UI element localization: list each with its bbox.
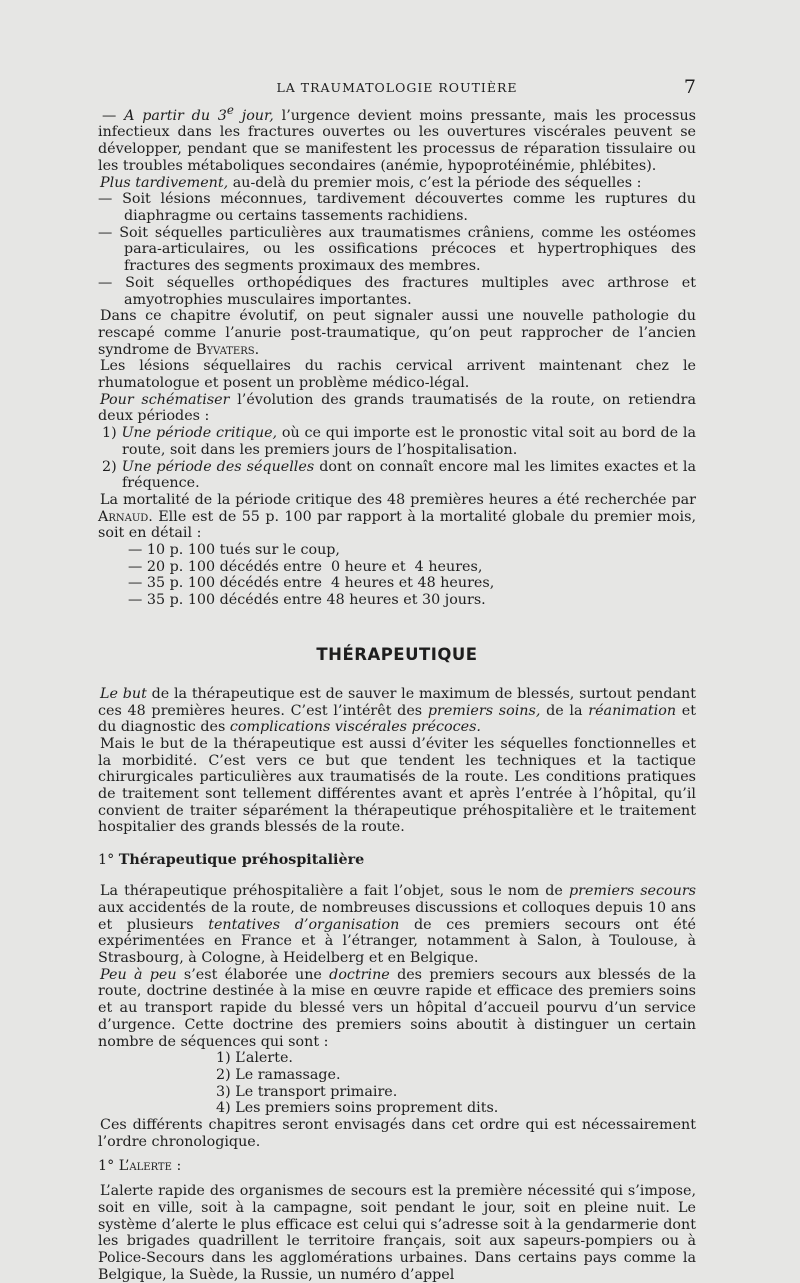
stat-line: — 20 p. 100 décédés entre 0 heure et 4 heures, [128, 558, 483, 575]
subsection-alert-title [98, 1158, 696, 1175]
stat-line: — 35 p. 100 décédés entre 48 heures et 30 jours. [128, 592, 486, 609]
paragraph-chapters: Ces différents chapitres seront envisagés dans cet ordre qui est nécessairement l’ordre chronologique. [98, 1117, 696, 1150]
subsection-label: Thérapeutique préhospitalière [118, 852, 365, 869]
item-number: 2) [102, 458, 122, 475]
emphasis: Une période critique, [121, 425, 278, 442]
paragraph-text: des premiers secours aux blessés de la route, doctrine destinée à la mise en œuvre rapide et efficace des premiers soins et au transport rapide du blessé vers un hôpital d’accueil pourvu d’un service d’urgence. Cette doctrine des premiers soins aboutit à distinguer un certain nombre de séquences qui sont : [98, 966, 696, 1050]
paragraph-text: dont on connaît encore mal les limites exactes et la fréquence. [122, 458, 696, 492]
paragraph-goal [98, 686, 696, 736]
paragraph-mortality [98, 492, 696, 542]
paragraph-goal-two: Mais le but de la thérapeutique est aussi d’éviter les séquelles fonctionnelles et la morbidité. C’est vers ce but que tendent les techniques et la tactique chirurgicales particulières aux traumatisés de la route. Les conditions pratiques de traitement sont tellement différentes avant et après l’entrée à l’hôpital, qu’il convient de traiter séparément la thérapeutique préhospitalière et le traitement hospitalier des grands blessés de la route. [98, 735, 696, 836]
paragraph-third-day [98, 102, 696, 175]
spacer [98, 609, 696, 645]
sequel-item: — Soit séquelles particulières aux traumatismes crâniens, comme les ostéomes para-articulaires, ou les ossifications précoces et hypertrophiques des fractures des segments proximaux des membres. [98, 224, 696, 275]
paragraph-text: s’est élaborée une [176, 966, 330, 983]
paragraph-cervical: Les lésions séquellaires du rachis cervical arrivent maintenant chez le rhumatologue et posent un problème médico-légal. [98, 358, 696, 392]
emphasis: tentatives d’organisation [208, 916, 400, 933]
emphasis: complications viscérales précoces. [229, 719, 481, 736]
paragraph-text: où ce qui importe est le pronostic vital soit au bord de la route, soit dans les premiers jours de l’hospitalisation. [122, 425, 697, 458]
paragraph-text: de la thérapeutique est de sauver le maximum de blessés, surtout pendant ces 48 premières heures. C’est l’intérêt des [98, 685, 697, 719]
subsection-title [98, 852, 696, 869]
paragraph-text: . [254, 341, 260, 358]
paragraph-text: de ces premiers secours ont été expérimentées en France et à l’étranger, notamment à Salon, à Toulouse, à Strasbourg, à Cologne, à Heidelberg et en Belgique. [98, 916, 696, 966]
emphasis: doctrine [329, 966, 390, 983]
emphasis: premiers secours [568, 883, 697, 900]
page-header [98, 76, 696, 98]
spacer [98, 664, 696, 686]
spacer [98, 1175, 696, 1183]
paragraph-alert: L’alerte rapide des organismes de secours est la première nécessité qui s’impose, soit en ville, soit à la campagne, soit pendant le jour, soit en pleine nuit. Le système d’alerte le plus efficace est celui qui s’adresse soit à la gendarmerie dont les brigades quadrillent le territoire français, soit aux sapeurs-pompiers ou à Police-Secours dans les agglomérations urbaines. Dans certains pays comme la Belgique, la Suède, la Russie, un numéro d’appel [98, 1183, 696, 1283]
period-item [98, 459, 696, 492]
paragraph-text: au-delà du premier mois, c’est la période des séquelles : [228, 174, 642, 191]
paragraph-text: aux accidentés de la route, de nombreuses discussions et colloques depuis 10 ans et plusieurs [98, 899, 696, 933]
dash: — [102, 107, 125, 124]
paragraph-prehospital [98, 883, 696, 967]
subsection-number: 1° [98, 1158, 119, 1175]
emphasis: Une période des séquelles [121, 458, 315, 475]
paragraph-text: et du diagnostic des [98, 702, 696, 736]
stat-line: — 35 p. 100 décédés entre 4 heures et 48 heures, [128, 575, 495, 592]
author-name: Arnaud [98, 508, 149, 525]
sequel-item: — Soit lésions méconnues, tardivement découvertes comme les ruptures du diaphragme ou certains tassements rachidiens. [98, 191, 696, 224]
emphasis: Peu à peu [100, 966, 177, 983]
sequel-item: — Soit séquelles orthopédiques des fractures multiples avec arthrose et amyotrophies musculaires importantes. [98, 274, 696, 308]
running-title: LA TRAUMATOLOGIE ROUTIÈRE [276, 80, 518, 95]
emphasis: Plus tardivement, [100, 174, 229, 191]
spacer [98, 869, 696, 883]
section-title: THÉRAPEUTIQUE [316, 644, 478, 664]
paragraph-text: La mortalité de la période critique des 48 premières heures a été recherchée par [100, 491, 696, 508]
stat-line: — 10 p. 100 tués sur le coup, [128, 542, 340, 559]
emphasis: Pour schématiser [100, 391, 230, 408]
sequence-step: 2) Le ramassage. [216, 1066, 341, 1083]
item-number: 1) [102, 425, 122, 442]
paragraph-new-pathology [98, 308, 696, 358]
subsection-label: L’alerte [118, 1158, 172, 1175]
paragraph-text: de la [540, 702, 589, 719]
sequence-step: 1) L’alerte. [216, 1050, 293, 1067]
paragraph-text: La thérapeutique préhospitalière a fait l’objet, sous le nom de [100, 883, 569, 900]
emphasis: Le but [100, 685, 147, 702]
page-body [98, 102, 696, 1283]
spacer [98, 1150, 696, 1158]
paragraph-text: l’évolution des grands traumatisés de la route, on retiendra deux périodes : [98, 391, 697, 425]
paragraph-schematize [98, 392, 696, 425]
spacer [98, 836, 696, 852]
sequence-step: 4) Les premiers soins proprement dits. [216, 1100, 499, 1117]
superscript: e [226, 103, 234, 117]
subsection-number: 1° [98, 852, 119, 869]
period-item [98, 425, 696, 458]
author-name: Byvaters [195, 341, 255, 358]
page-number: 7 [683, 76, 696, 98]
sequence-step: 3) Le transport primaire. [216, 1083, 398, 1100]
paragraph-text: l’urgence devient moins pressante, mais les processus infectieux dans les fractures ouvertes ou les ouvertures viscérales peuvent se développer, pendant que se manifestent les processus de réparation tissulaire ou les troubles métaboliques secondaires (anémie, hypoprotéinémie, phlébites). [98, 107, 697, 174]
paragraph-later [98, 175, 696, 192]
paragraph-doctrine [98, 967, 696, 1051]
subsection-colon: : [171, 1158, 182, 1175]
emphasis-text: A partir du 3 [124, 107, 227, 124]
paragraph-text: . Elle est de 55 p. 100 par rapport à la mortalité globale du premier mois, soit en détail : [98, 508, 696, 542]
emphasis: réanimation [588, 702, 677, 719]
emphasis [124, 103, 274, 124]
paragraph-text: Dans ce chapitre évolutif, on peut signaler aussi une nouvelle pathologie du rescapé comme l’anurie post-traumatique, qu’on peut rapprocher de l’ancien syndrome de [98, 308, 696, 358]
emphasis: premiers soins, [427, 702, 541, 719]
emphasis-text: jour, [233, 107, 274, 124]
